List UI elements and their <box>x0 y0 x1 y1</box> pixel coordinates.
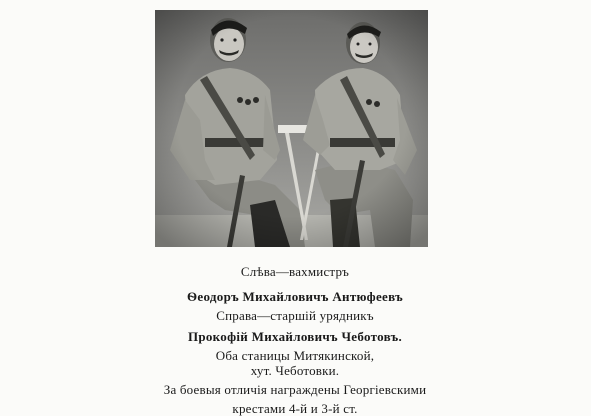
portrait-photograph <box>155 10 428 247</box>
caption-left-name: Ѳеодоръ Михайловичъ Антюфеевъ <box>187 289 403 304</box>
caption-crosses: крестами 4-й и 3-й ст. <box>232 401 358 416</box>
caption-right-name: Прокофій Михайловичъ Чеботовъ. <box>187 329 403 344</box>
caption-left-label: Слѣва—вахмистръ <box>240 264 350 279</box>
portrait-photo-icon <box>155 10 428 247</box>
caption-stanitsa: Оба станицы Митякинской, <box>215 348 375 363</box>
caption-right-label: Справа—старшій урядникъ <box>216 308 374 323</box>
caption-khutor: хут. Чеботовки. <box>250 363 340 378</box>
caption-awards: За боевыя отличія награждены Георгіевскими <box>163 382 427 397</box>
